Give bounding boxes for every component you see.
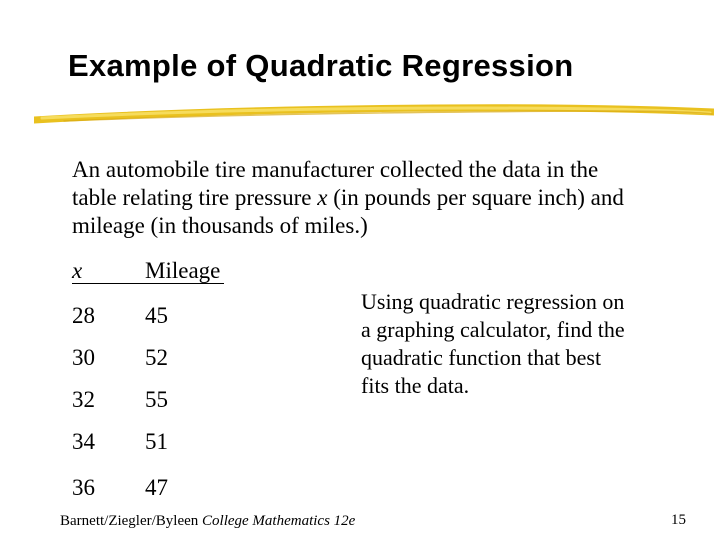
table-cell-mileage: 45 — [145, 303, 168, 328]
intro-variable: x — [317, 185, 328, 210]
table-header-rule — [72, 283, 224, 284]
slide-title: Example of Quadratic Regression — [68, 48, 574, 83]
footer-authors: Barnett/Ziegler/Byleen — [60, 513, 203, 529]
table-cell-mileage: 52 — [145, 345, 168, 370]
table-cell-x: 36 — [72, 475, 95, 500]
table-cell-x: 32 — [72, 387, 95, 412]
page-number: 15 — [671, 512, 686, 528]
intro-paragraph — [72, 156, 632, 240]
table-header-x: x — [72, 258, 83, 283]
table-cell-mileage: 55 — [145, 387, 168, 412]
footer-book-title: College Mathematics 12e — [202, 513, 356, 529]
title-underline — [34, 100, 714, 128]
footer-citation — [60, 513, 355, 530]
table-header-mileage: Mileage — [145, 258, 221, 283]
table-cell-x: 30 — [72, 345, 95, 370]
instruction-text: Using quadratic regression on a graphing calculator, find the quadratic function that best fits the data. — [361, 289, 625, 398]
table-cell-x: 34 — [72, 429, 95, 454]
table-cell-x: 28 — [72, 303, 95, 328]
intro-text-part2: (in pounds per square inch) and mileage (in thousands of miles.) — [72, 185, 624, 238]
table-cell-mileage: 51 — [145, 429, 168, 454]
intro-text-part1: An automobile tire manufacturer collected the data in the table relating tire pressure — [72, 157, 599, 210]
table-cell-mileage: 47 — [145, 475, 168, 500]
